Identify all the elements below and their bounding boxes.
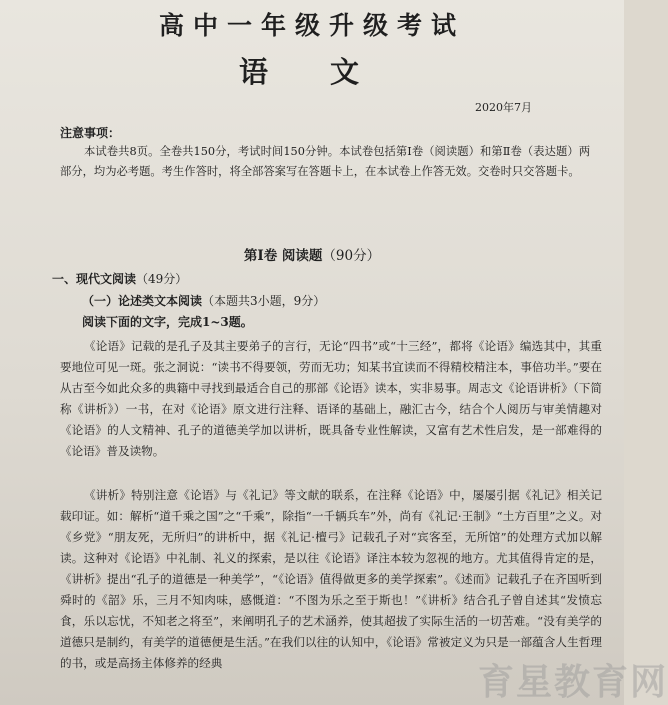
subject-title: 语 文 [238, 55, 386, 89]
passage-paragraph-1: 《论语》记载的是孔子及其主要弟子的言行，无论“四书”或“十三经”，都将《论语》编选其中，其重要地位可见一斑。张之洞说：“读书不得要领，劳而无功；知某书宜读而不得精校精注本，事倍功半。”要在从古至今如此众多的典籍中寻找到最适合自己的那部《论语》读本，实非易事。周志文《论语讲析》（下简称《讲析》）一书，在对《论语》原文进行注释、语译的基础上，融汇古今，结合个人阅历与审美情趣对《论语》的人文精神、孔子的道德美学加以讲析，既具备专业性解读，又富有艺术性启发，是一部难得的《论语》普及读物。 [60, 339, 602, 458]
notice-body: 本试卷共8页。全卷共150分，考试时间150分钟。本试卷包括第Ⅰ卷（阅读题）和第Ⅱ卷（表达题）两部分，均为必考题。考生作答时，将全部答案写在答题卡上，在本试卷上作答无效。交卷时只交答题卡。 [60, 145, 590, 178]
reading-instruction: 阅读下面的文字，完成1~3题。 [82, 315, 253, 329]
exam-title: 高中一年级升级考试 [158, 11, 465, 40]
watermark: 育星教育网 [478, 662, 668, 703]
part1-label: 第Ⅰ卷 阅读题 [243, 248, 323, 264]
exam-date: 2020年7月 [475, 101, 532, 114]
section1-label: 一、现代文阅读 [52, 272, 137, 286]
passage-paragraph-2: 《讲析》特别注意《论语》与《礼记》等文献的联系，在注释《论语》中，屡屡引据《礼记》相关记载印证。如：解析“道千乘之国”之“千乘”，除指“一千辆兵车”外，尚有《礼记·王制》“土方百里”之义。对《乡党》“朋友死，无所归”的讲析中，据《礼记·檀弓》记载孔子对“宾客至，无所馆”的处理方式加以解读。这种对《论语》中礼制、礼义的探索，是以往《论语》译注本较为忽视的地方。尤其值得肯定的是，《讲析》提出“孔子的道德是一种美学”，“《论语》值得做更多的美学探索”。《述而》记载孔子在齐国听到舜时的《韶》乐，三月不知肉味，感慨道：“不图为乐之至于斯也！”《讲析》结合孔子曾自述其“发愤忘食，乐以忘忧，不知老之将至”，来阐明孔子的艺术涵养，使其超拔了实际生活的一切苦难。“没有美学的道德只是制约，有美学的道德便是生活。”在我们以往的认知中，《论语》常被定义为只是一部蕴含人生哲理的书，或是高扬主体修养的经典 [60, 488, 602, 670]
section1-score: （49分） [136, 272, 188, 286]
notice-heading: 注意事项： [60, 126, 121, 140]
section1-sub-note: （本题共3小题，9分） [202, 294, 326, 308]
part1-heading [0, 244, 624, 264]
section1-sub-label: （一）论述类文本阅读 [82, 294, 203, 308]
part1-score: （90分） [322, 248, 381, 264]
section1-heading [52, 270, 187, 287]
section1-sub-heading [82, 292, 325, 309]
